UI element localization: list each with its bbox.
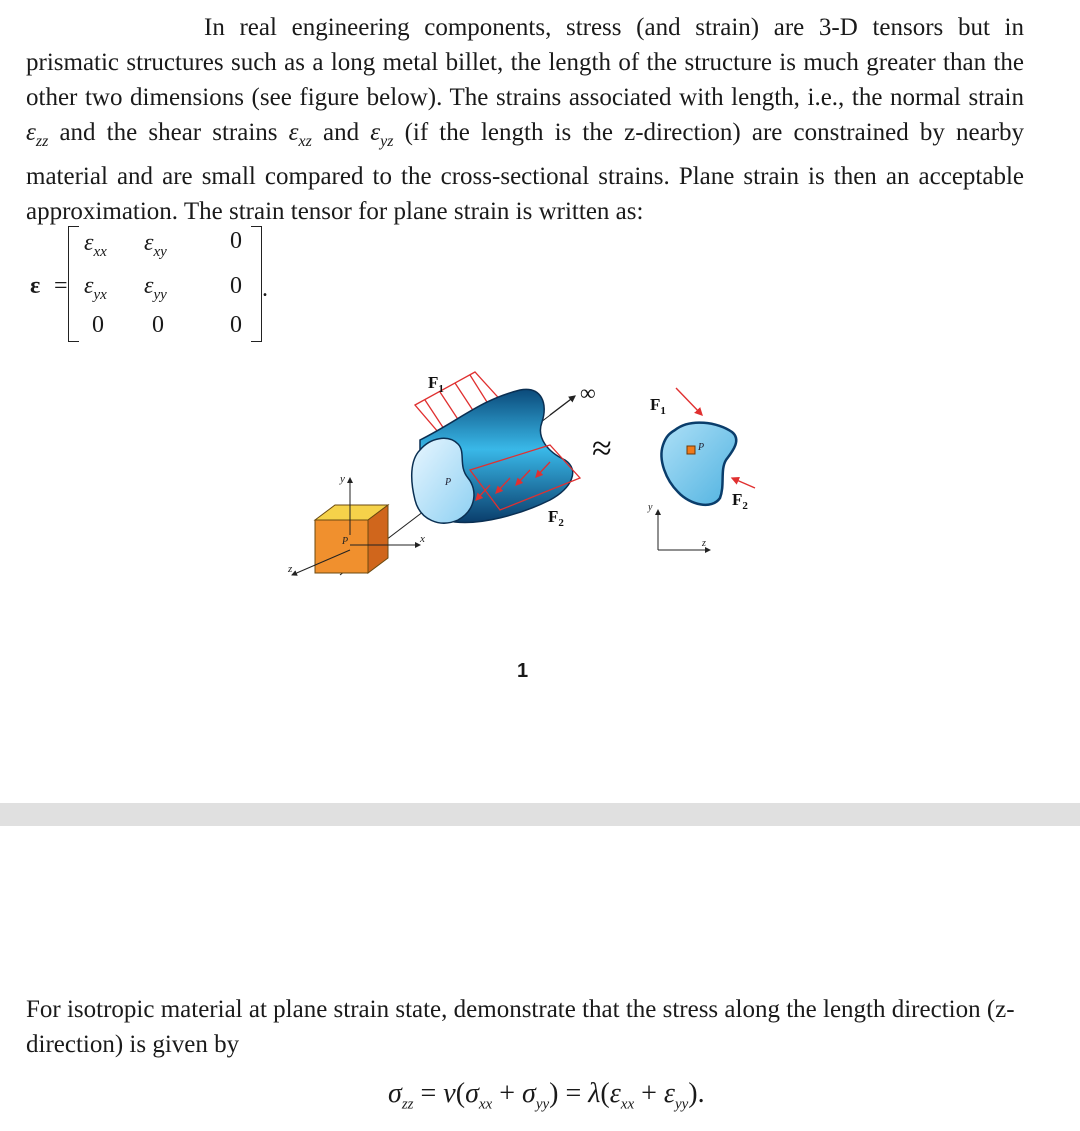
- section-f2-arrow: [732, 478, 755, 488]
- stress-formula: $\sigma_{zz} = \nu(\sigma_{xx} + \sigma_{yy}) = \lambda(\varepsilon_{xx} + \varepsilon_{yy})$.: [388, 1078, 705, 1113]
- approx-symbol: ≈: [592, 428, 612, 468]
- svg-text:P: P: [342, 536, 349, 547]
- svg-text:P: P: [698, 442, 705, 453]
- plane-strain-figure: [280, 360, 780, 600]
- section-axes: [647, 502, 710, 550]
- svg-text:z: z: [288, 563, 293, 575]
- strain-tensor-symbol: ε: [30, 273, 41, 299]
- svg-text:y: y: [340, 473, 345, 485]
- section-f1-arrow: [676, 388, 702, 415]
- svg-text:y: y: [648, 502, 653, 513]
- cross-section-shape: [661, 423, 736, 505]
- question-paragraph: For isotropic material at plane strain state, demonstrate that the stress along the length direction (z-direction) is given by: [26, 996, 1015, 1058]
- eps-xz-symbol: $\varepsilon_{xz}$: [288, 119, 312, 150]
- cell-33: 0: [230, 312, 242, 338]
- svg-text:z: z: [702, 538, 706, 549]
- right-bracket: [251, 226, 262, 342]
- section-f1-label: $F_1$: [650, 395, 666, 417]
- cell-exy: $\varepsilon_{xy}$: [144, 230, 167, 260]
- cell-23: 0: [230, 273, 242, 299]
- stress-element-cube: [315, 505, 388, 573]
- cell-eyy: $\varepsilon_{yy}$: [144, 273, 167, 303]
- page-divider: [0, 803, 1080, 826]
- eps-zz-symbol: $\varepsilon_{zz}$: [26, 119, 49, 150]
- left-bracket: [68, 226, 79, 342]
- svg-text:x: x: [420, 533, 425, 545]
- equals-sign: =: [54, 273, 68, 299]
- page-number: 1: [517, 660, 529, 682]
- cell-exx: $\varepsilon_{xx}$: [84, 230, 107, 260]
- point-p-label: P: [445, 477, 452, 488]
- cell-13: 0: [230, 228, 242, 254]
- infinity-symbol: ∞: [580, 380, 596, 405]
- f1-label: $F_1$: [428, 373, 444, 395]
- f2-label: $F_2$: [548, 507, 564, 529]
- section-f2-label: $F_2$: [732, 490, 748, 512]
- intro-paragraph: In real engineering components, stress (and strain) are 3-D tensors but in prismatic structures such as a long metal billet, the length of the structure is much greater than the other two dimensions (see figure below). The strains associated with length, i.e., the normal strain $\varepsilon_{zz}$ and the shear strains $\varepsilon_{xz}$ and $\varepsilon_{yz}$ (if the length is the z-direction) are constrained by nearby material and are small compared to the cross-sectional strains. Plane strain is then an acceptable approximation. The strain tensor for plane strain is written as:: [26, 14, 1025, 225]
- cell-eyx: $\varepsilon_{yx}$: [84, 273, 107, 303]
- point-p-marker: [687, 446, 695, 454]
- cell-31: 0: [92, 312, 104, 338]
- matrix-period: .: [262, 276, 268, 302]
- cell-32: 0: [152, 312, 164, 338]
- eps-yz-symbol: $\varepsilon_{yz}$: [370, 119, 394, 150]
